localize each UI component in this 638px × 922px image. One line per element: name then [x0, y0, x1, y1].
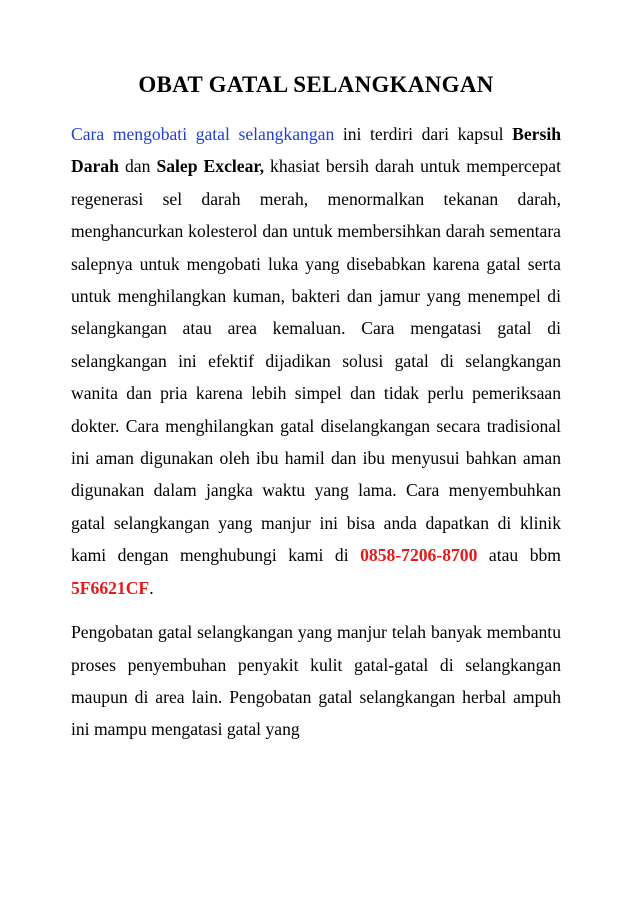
phone-number: 0858-7206-8700: [360, 545, 478, 566]
document-title: OBAT GATAL SELANGKANGAN: [138, 72, 494, 97]
paragraph-1-text-d: atau bbm: [477, 545, 561, 566]
bbm-pin: 5F6621CF: [71, 577, 150, 598]
paragraph-1-text-e: .: [149, 577, 154, 598]
paragraph-1-text-b: dan: [118, 156, 157, 177]
paragraph-1: [71, 118, 561, 604]
product-name-salep-exclear: Salep Exclear,: [156, 156, 264, 177]
paragraph-2: Pengobatan gatal selangkangan yang manjur telah banyak membantu proses penyembuhan penyakit kulit gatal-gatal di selangkangan maupun di area lain. Pengobatan gatal selangkangan herbal ampuh ini mampu mengatasi gatal yang: [71, 622, 561, 740]
document-page: [71, 70, 561, 746]
article-link[interactable]: Cara mengobati gatal selangkangan: [71, 124, 335, 144]
paragraph-1-text-c: khasiat bersih darah untuk mempercepat regenerasi sel darah merah, menormalkan tekanan darah, menghancurkan kolesterol dan untuk membersihkan darah sementara salepnya untuk mengobati luka yang disebabkan karena gatal serta untuk menghilangkan kuman, bakteri dan jamur yang menempel di selangkangan atau area kemaluan. Cara mengatasi gatal di selangkangan ini efektif dijadikan solusi gatal di selangkangan wanita dan pria karena lebih simpel dan tidak perlu pemeriksaan dokter. Cara menghilangkan gatal diselangkangan secara tradisional ini aman digunakan oleh ibu hamil dan ibu menyusui bahkan aman digunakan dalam jangka waktu yang lama. Cara menyembuhkan gatal selangkangan yang manjur ini bisa anda dapatkan di klinik kami dengan menghubungi kami di: [71, 156, 562, 566]
paragraph-1-text-a: ini terdiri dari kapsul: [334, 124, 513, 144]
product-name-bersih-darah: Bersih Darah: [71, 124, 562, 177]
